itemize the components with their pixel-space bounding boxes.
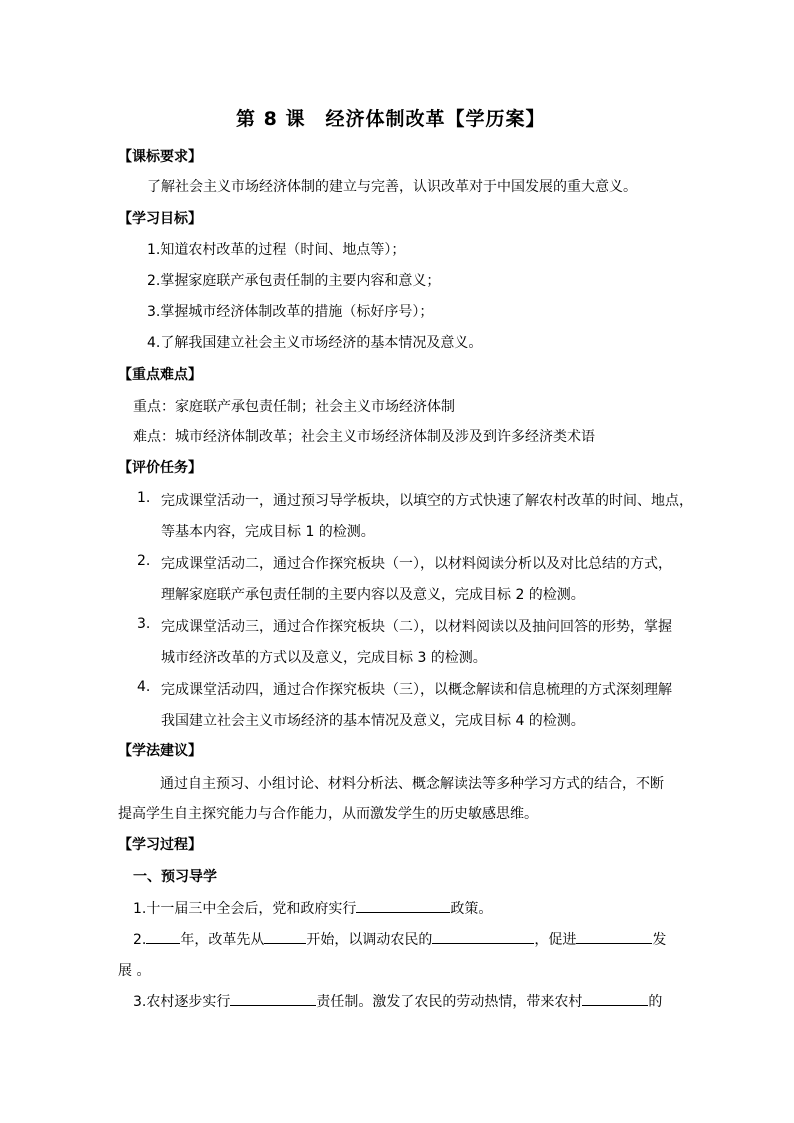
section-heading-evaluation: 【评价任务】	[118, 460, 202, 476]
task-line: 完成课堂活动四，通过合作探究板块（三），以概念解读和信息梳理的方式深刻理解	[161, 682, 672, 698]
question-text: 开始，以调动农民的	[306, 932, 433, 948]
page-title: 第 8 课 经济体制改革【学历案】	[236, 108, 546, 130]
curriculum-text: 了解社会主义市场经济体制的建立与完善，认识改革对于中国发展的重大意义。	[147, 179, 637, 195]
fill-question-2-continued: 展 。	[118, 963, 151, 979]
question-text: 发	[652, 932, 667, 948]
task-number: 1.	[137, 490, 151, 506]
question-text: 年，改革先从	[180, 932, 265, 948]
task-line: 完成课堂活动二，通过合作探究板块（一），以材料阅读分析以及对比总结的方式，	[161, 556, 672, 572]
question-text: 1.十一届三中全会后，党和政府实行	[133, 901, 357, 917]
study-methods-line: 提高学生自主探究能力与合作能力，从而激发学生的历史敏感思维。	[118, 806, 538, 822]
answer-blank[interactable]	[582, 991, 648, 1006]
task-line: 城市经济改革的方式以及意义，完成目标 3 的检测。	[161, 650, 487, 666]
objective-item: 2.掌握家庭联产承包责任制的主要内容和意义；	[147, 273, 441, 289]
subsection-preview: 一、预习导学	[133, 869, 217, 885]
fill-question-3	[133, 991, 662, 1011]
answer-blank[interactable]	[264, 929, 306, 944]
question-text: 责任制。激发了农民的劳动热情，带来农村	[316, 994, 583, 1010]
answer-blank[interactable]	[146, 929, 180, 944]
section-heading-objectives: 【学习目标】	[118, 211, 202, 227]
answer-blank[interactable]	[356, 898, 450, 913]
key-point-text: 重点：家庭联产承包责任制；社会主义市场经济体制	[133, 399, 455, 415]
section-heading-learning-process: 【学习过程】	[118, 837, 202, 853]
task-line: 理解家庭联产承包责任制的主要内容以及意义，完成目标 2 的检测。	[161, 587, 585, 603]
answer-blank[interactable]	[432, 929, 534, 944]
section-heading-study-methods: 【学法建议】	[118, 743, 202, 759]
fill-question-2	[133, 929, 666, 949]
section-heading-key-points: 【重点难点】	[118, 367, 202, 383]
task-line: 完成课堂活动三，通过合作探究板块（二），以材料阅读以及抽问回答的形势，掌握	[161, 619, 672, 635]
task-line: 等基本内容，完成目标 1 的检测。	[161, 524, 375, 540]
question-text: 政策。	[450, 901, 493, 917]
question-text: 3.农村逐步实行	[133, 994, 231, 1010]
fill-question-1	[133, 898, 492, 918]
answer-blank[interactable]	[576, 929, 652, 944]
question-text: 2.	[133, 932, 147, 948]
question-text: ，促进	[534, 932, 577, 948]
study-methods-line: 通过自主预习、小组讨论、材料分析法、概念解读法等多种学习方式的结合，不断	[160, 776, 664, 792]
task-line: 我国建立社会主义市场经济的基本情况及意义，完成目标 4 的检测。	[161, 713, 585, 729]
difficulty-text: 难点：城市经济体制改革；社会主义市场经济体制及涉及到许多经济类术语	[133, 429, 595, 445]
task-number: 3.	[137, 616, 151, 632]
section-heading-curriculum: 【课标要求】	[118, 149, 202, 165]
task-number: 2.	[137, 553, 151, 569]
objective-item: 4.了解我国建立社会主义市场经济的基本情况及意义。	[147, 335, 483, 351]
task-number: 4.	[137, 679, 151, 695]
objective-item: 3.掌握城市经济体制改革的措施（标好序号）；	[147, 304, 434, 320]
question-text: 的	[648, 994, 663, 1010]
answer-blank[interactable]	[230, 991, 316, 1006]
objective-item: 1.知道农村改革的过程（时间、地点等）；	[147, 242, 406, 258]
task-line: 完成课堂活动一，通过预习导学板块，以填空的方式快速了解农村改革的时间、地点，	[161, 493, 693, 509]
